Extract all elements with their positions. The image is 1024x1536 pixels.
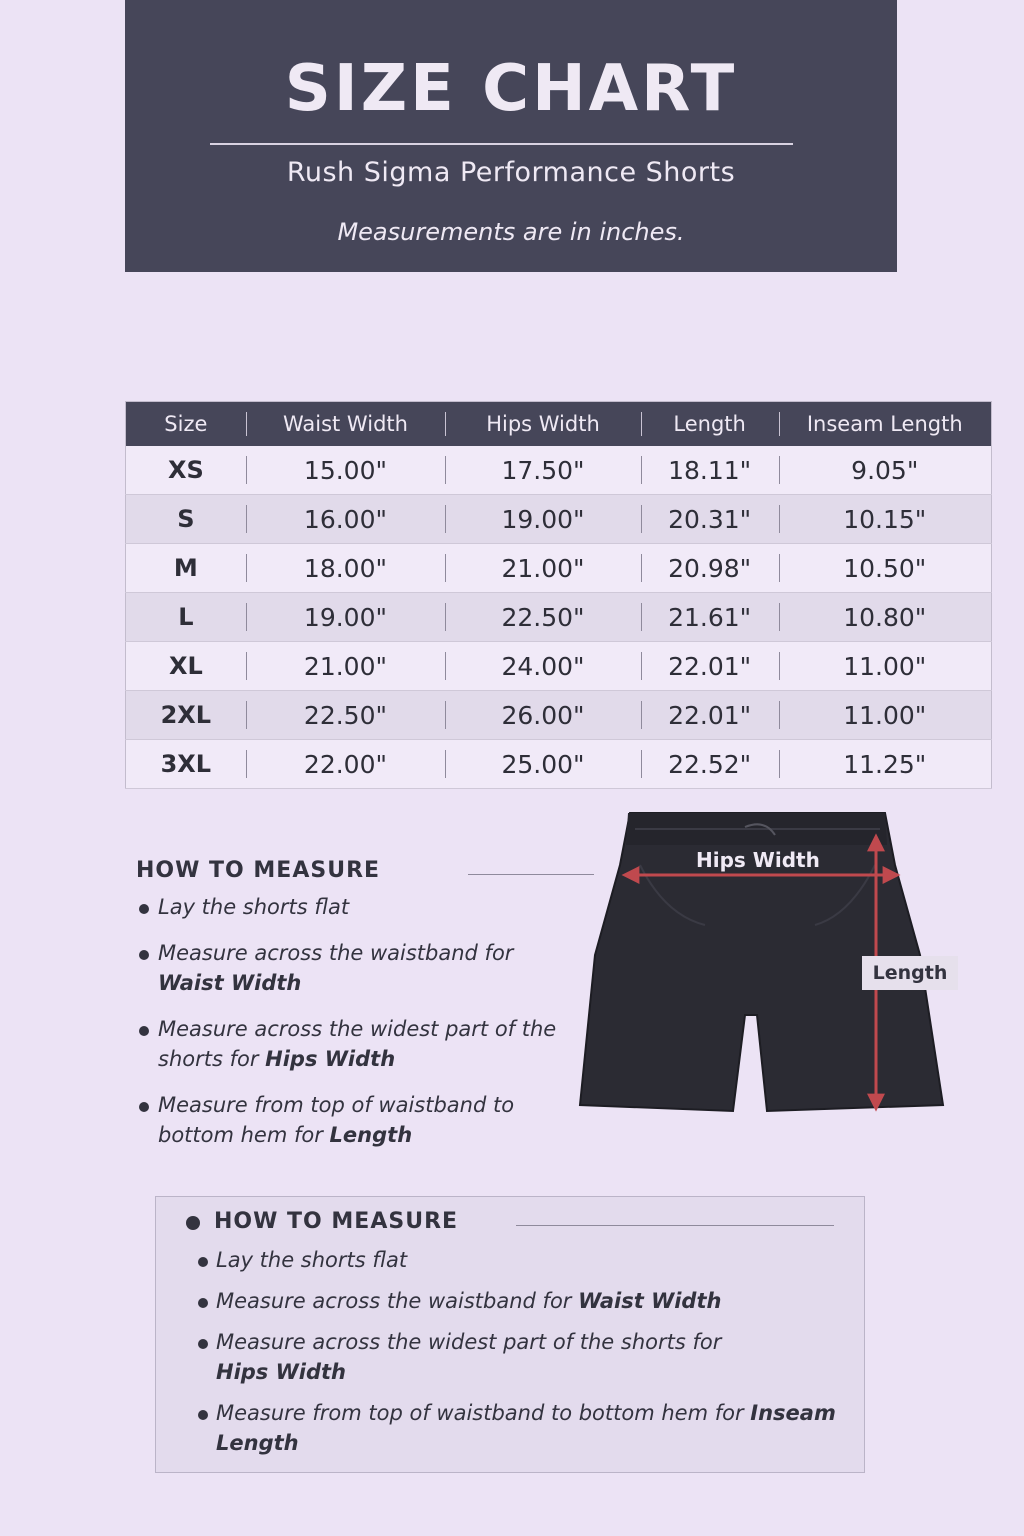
table-cell: 22.01" xyxy=(641,691,779,740)
table-cell: 9.05" xyxy=(779,446,992,495)
bullet-icon xyxy=(186,1216,200,1230)
table-cell: 18.00" xyxy=(246,544,446,593)
list-item: Measure from top of waistband to bottom hem for Inseam Length xyxy=(196,1398,836,1458)
list-item: Measure from top of waistband to bottom hem for Length xyxy=(136,1090,576,1150)
hips-width-label: Hips Width xyxy=(696,848,820,872)
instruction-list xyxy=(136,892,576,1150)
list-item: Measure across the widest part of the shorts for Hips Width xyxy=(136,1014,576,1074)
table-cell: 11.00" xyxy=(779,642,992,691)
section-heading-text: HOW TO MEASURE xyxy=(136,858,381,883)
product-name: Rush Sigma Performance Shorts xyxy=(286,157,736,188)
column-header: Hips Width xyxy=(445,402,641,447)
list-item: Lay the shorts flat xyxy=(136,892,576,922)
table-cell: 16.00" xyxy=(246,495,446,544)
units-note: Measurements are in inches. xyxy=(337,218,685,246)
table-row xyxy=(126,593,992,642)
table-header-row xyxy=(126,402,992,447)
instruction-list xyxy=(196,1245,836,1469)
length-label: Length xyxy=(862,956,958,990)
table-cell: 11.00" xyxy=(779,691,992,740)
list-item: Lay the shorts flat xyxy=(196,1245,836,1275)
table-cell: 25.00" xyxy=(445,740,641,789)
column-header: Waist Width xyxy=(246,402,446,447)
size-cell: XS xyxy=(126,446,246,495)
table-cell: 22.50" xyxy=(246,691,446,740)
table-row xyxy=(126,544,992,593)
list-item: Measure across the widest part of the shorts for Hips Width xyxy=(196,1327,836,1387)
table-cell: 26.00" xyxy=(445,691,641,740)
table-cell: 10.15" xyxy=(779,495,992,544)
section-heading-text: HOW TO MEASURE xyxy=(214,1209,459,1234)
table-cell: 19.00" xyxy=(246,593,446,642)
section-heading xyxy=(186,1209,834,1239)
heading-divider xyxy=(516,1225,834,1226)
table-cell: 10.50" xyxy=(779,544,992,593)
size-cell: XL xyxy=(126,642,246,691)
column-header: Size xyxy=(126,402,246,447)
table-row xyxy=(126,446,992,495)
table-cell: 20.31" xyxy=(641,495,779,544)
column-header: Length xyxy=(641,402,779,447)
table-row xyxy=(126,642,992,691)
list-item: Measure across the waistband for Waist Width xyxy=(136,938,576,998)
header-divider xyxy=(210,143,793,145)
how-to-measure-section xyxy=(136,858,576,1166)
table-cell: 22.01" xyxy=(641,642,779,691)
table-cell: 18.11" xyxy=(641,446,779,495)
column-header: Inseam Length xyxy=(779,402,992,447)
table-cell: 22.00" xyxy=(246,740,446,789)
page-title: SIZE CHART xyxy=(284,52,738,126)
table-cell: 15.00" xyxy=(246,446,446,495)
table-cell: 17.50" xyxy=(445,446,641,495)
table-row xyxy=(126,691,992,740)
table-cell: 21.61" xyxy=(641,593,779,642)
section-heading xyxy=(136,858,576,892)
size-table xyxy=(125,401,992,789)
size-cell: 3XL xyxy=(126,740,246,789)
size-cell: M xyxy=(126,544,246,593)
list-item: Measure across the waistband for Waist Width xyxy=(196,1286,836,1316)
table-cell: 22.52" xyxy=(641,740,779,789)
table-cell: 21.00" xyxy=(445,544,641,593)
table-row xyxy=(126,740,992,789)
size-cell: 2XL xyxy=(126,691,246,740)
table-cell: 10.80" xyxy=(779,593,992,642)
table-cell: 24.00" xyxy=(445,642,641,691)
table-cell: 11.25" xyxy=(779,740,992,789)
size-cell: L xyxy=(126,593,246,642)
size-cell: S xyxy=(126,495,246,544)
table-row xyxy=(126,495,992,544)
header-banner xyxy=(125,0,897,272)
how-to-measure-box xyxy=(155,1196,865,1473)
table-cell: 21.00" xyxy=(246,642,446,691)
table-cell: 20.98" xyxy=(641,544,779,593)
table-cell: 22.50" xyxy=(445,593,641,642)
table-cell: 19.00" xyxy=(445,495,641,544)
